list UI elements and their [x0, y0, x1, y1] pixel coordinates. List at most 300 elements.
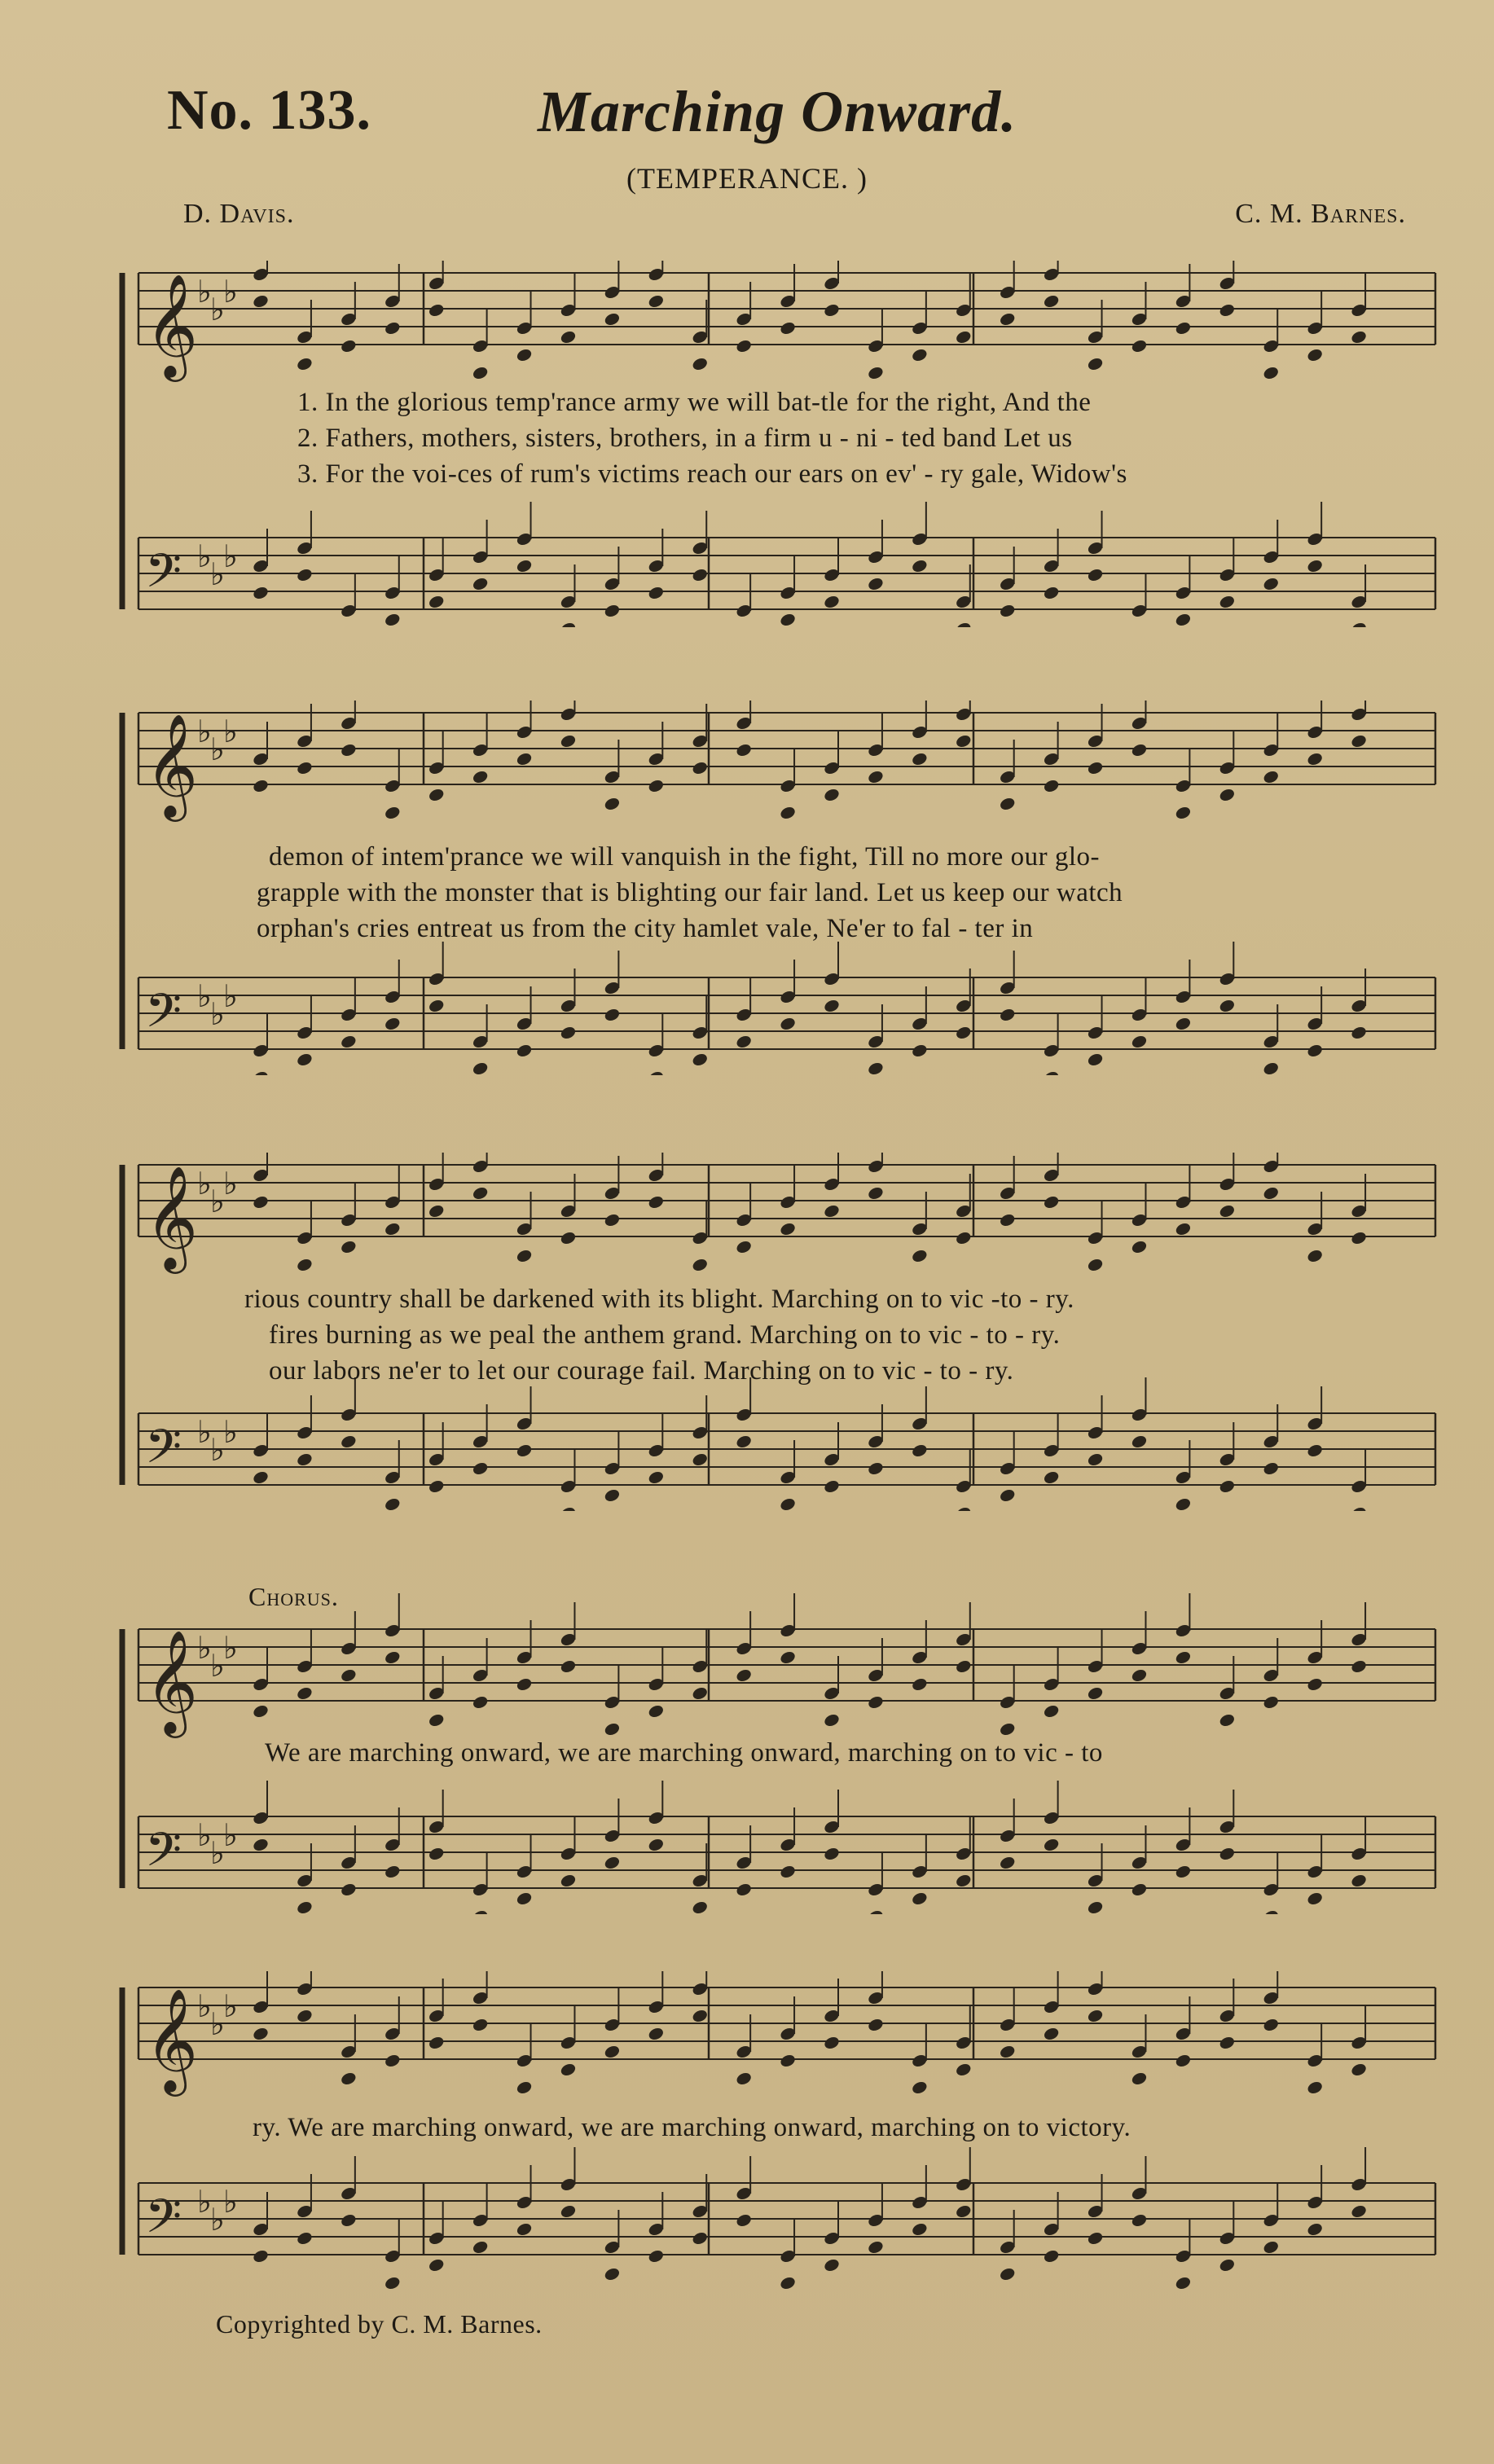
note-head — [1087, 356, 1105, 371]
note-head — [1131, 1034, 1149, 1049]
note-head — [1131, 2071, 1149, 2086]
note-head — [384, 320, 402, 336]
note-head — [472, 365, 490, 380]
note-head — [472, 1061, 490, 1075]
note-head — [955, 1658, 973, 1674]
note-head — [1262, 2017, 1280, 2032]
flat-sign-icon: ♭ — [223, 538, 238, 574]
note-head — [691, 1900, 709, 1914]
flat-sign-icon: ♭ — [223, 1166, 238, 1201]
note-head — [340, 1034, 358, 1049]
note-head — [560, 2062, 578, 2077]
note-head — [1043, 1703, 1061, 1719]
note-head — [296, 1685, 314, 1701]
note-head — [735, 742, 753, 758]
note-head — [691, 1452, 709, 1467]
note-head — [1043, 293, 1061, 309]
treble-clef-icon: 𝄞 — [145, 1165, 199, 1269]
note-head — [1306, 1043, 1324, 1058]
note-head — [428, 1478, 446, 1494]
note-head — [428, 594, 446, 609]
lyric-line-4-1: We are marching onward, we are marching onward, marching on to vic - to — [265, 1738, 1103, 1768]
note-head — [823, 998, 841, 1013]
note-head — [516, 2080, 534, 2095]
music-system-3 — [0, 1153, 1494, 1511]
note-head — [560, 1658, 578, 1674]
note-head — [1087, 1257, 1105, 1272]
note-head — [1174, 612, 1192, 627]
note-head — [560, 621, 578, 627]
note-head — [1043, 1469, 1061, 1485]
note-head — [1350, 1873, 1368, 1888]
note-head — [1350, 2203, 1368, 2219]
bass-clef-icon: 𝄢 — [145, 983, 182, 1050]
note-head — [867, 576, 885, 591]
flat-sign-icon: ♭ — [223, 1630, 238, 1666]
note-head — [603, 311, 621, 327]
copyright-notice: Copyrighted by C. M. Barnes. — [216, 2309, 543, 2339]
note-head — [691, 760, 709, 775]
treble-clef-icon: 𝄞 — [145, 713, 199, 817]
note-head — [560, 1025, 578, 1040]
note-head — [428, 998, 446, 1013]
flat-sign-icon: ♭ — [197, 1414, 212, 1450]
note-head — [1131, 1882, 1149, 1897]
lyric-line-2-3: orphan's cries entreat us from the city hamlet vale, Ne'er to fal - ter in — [257, 914, 1034, 943]
note-head — [1218, 594, 1236, 609]
note-head — [516, 1891, 534, 1906]
note-head — [1174, 2275, 1192, 2291]
flat-sign-icon: ♭ — [210, 292, 225, 327]
note-head — [823, 302, 841, 318]
note-head — [472, 2017, 490, 2032]
note-head — [428, 1846, 446, 1861]
note-head — [428, 302, 446, 318]
note-head — [911, 558, 929, 573]
note-head — [296, 760, 314, 775]
note-head — [1218, 998, 1236, 1013]
flat-sign-icon: ♭ — [210, 1432, 225, 1468]
note-head — [691, 2008, 709, 2023]
note-head — [911, 1043, 929, 1058]
note-head — [1131, 338, 1149, 354]
note-head — [1306, 558, 1324, 573]
note-head — [867, 1460, 885, 1476]
note-head — [516, 1676, 534, 1692]
note-head — [1174, 805, 1192, 820]
note-head — [691, 356, 709, 371]
note-head — [1262, 1185, 1280, 1201]
note-head — [252, 293, 270, 309]
note-head — [252, 778, 270, 793]
flat-sign-icon: ♭ — [197, 1166, 212, 1201]
note-head — [911, 1676, 929, 1692]
note-head — [779, 1496, 797, 1511]
note-head — [867, 1061, 885, 1075]
note-head — [603, 1007, 621, 1022]
note-head — [516, 2221, 534, 2237]
note-head — [1262, 1460, 1280, 1476]
flat-sign-icon: ♭ — [223, 2184, 238, 2220]
flat-sign-icon: ♭ — [197, 274, 212, 310]
note-head — [1043, 778, 1061, 793]
note-head — [691, 2230, 709, 2246]
note-head — [911, 2221, 929, 2237]
note-head — [647, 2248, 665, 2264]
note-head — [735, 2212, 753, 2228]
note-head — [516, 1248, 534, 1263]
note-head — [296, 2008, 314, 2023]
note-head — [252, 2026, 270, 2041]
note-head — [1087, 1052, 1105, 1067]
note-head — [472, 1694, 490, 1710]
lyric-line-1-3: 3. For the voi-ces of rum's victims reach our ears on ev' - ry gale, Widow's — [297, 459, 1127, 489]
note-head — [1262, 1694, 1280, 1710]
note-head — [1174, 1649, 1192, 1665]
note-head — [1043, 2026, 1061, 2041]
note-head — [955, 2062, 973, 2077]
note-head — [735, 1034, 753, 1049]
note-head — [999, 1855, 1017, 1870]
note-head — [779, 1016, 797, 1031]
note-head — [867, 365, 885, 380]
note-head — [1262, 576, 1280, 591]
note-head — [955, 329, 973, 345]
note-head — [647, 2026, 665, 2041]
note-head — [1087, 1685, 1105, 1701]
note-head — [867, 1694, 885, 1710]
note-head — [691, 567, 709, 582]
note-head — [911, 2080, 929, 2095]
note-head — [428, 2035, 446, 2050]
lyric-line-3-1: rious country shall be darkened with its blight. Marching on to vic -to - ry. — [244, 1285, 1074, 1314]
note-head — [999, 2044, 1017, 2059]
note-head — [1306, 751, 1324, 766]
flat-sign-icon: ♭ — [197, 1630, 212, 1666]
note-head — [1043, 585, 1061, 600]
note-head — [340, 1239, 358, 1254]
note-head — [1218, 1478, 1236, 1494]
note-head — [999, 2266, 1017, 2282]
note-head — [340, 2212, 358, 2228]
note-head — [1306, 347, 1324, 362]
note-head — [603, 2044, 621, 2059]
note-head — [472, 2239, 490, 2255]
note-head — [1306, 2221, 1324, 2237]
flat-sign-icon: ♭ — [210, 1184, 225, 1219]
note-head — [428, 1712, 446, 1728]
flat-sign-icon: ♭ — [210, 556, 225, 592]
note-head — [252, 1469, 270, 1485]
note-head — [516, 1043, 534, 1058]
note-head — [735, 1239, 753, 1254]
note-head — [1174, 1864, 1192, 1879]
flat-sign-icon: ♭ — [197, 1817, 212, 1853]
note-head — [516, 558, 534, 573]
hymn-subtitle: (TEMPERANCE. ) — [626, 162, 868, 195]
bass-clef-icon: 𝄢 — [145, 1419, 182, 1486]
flat-sign-icon: ♭ — [210, 996, 225, 1032]
bass-clef-icon: 𝄢 — [145, 543, 182, 610]
note-head — [340, 1667, 358, 1683]
note-head — [472, 1460, 490, 1476]
note-head — [1131, 1667, 1149, 1683]
note-head — [823, 1203, 841, 1219]
composer-credit: C. M. Barnes. — [1235, 199, 1406, 229]
note-head — [823, 2035, 841, 2050]
note-head — [384, 1649, 402, 1665]
note-head — [911, 1248, 929, 1263]
lyric-line-2-1: demon of intem'prance we will vanquish in the fight, Till no more our glo- — [269, 842, 1100, 872]
note-head — [384, 612, 402, 627]
flat-sign-icon: ♭ — [197, 538, 212, 574]
note-head — [296, 356, 314, 371]
flat-sign-icon: ♭ — [210, 2202, 225, 2238]
music-system-5 — [0, 1971, 1494, 2313]
note-head — [911, 1891, 929, 1906]
note-head — [1350, 733, 1368, 749]
flat-sign-icon: ♭ — [210, 1648, 225, 1684]
note-head — [1131, 1239, 1149, 1254]
note-head — [867, 2017, 885, 2032]
note-head — [340, 2071, 358, 2086]
note-head — [603, 796, 621, 811]
music-system-2 — [0, 701, 1494, 1075]
note-head — [1350, 329, 1368, 345]
note-head — [779, 320, 797, 336]
lyric-line-1-1: 1. In the glorious temp'rance army we will bat-tle for the right, And the — [297, 388, 1092, 417]
flat-sign-icon: ♭ — [210, 2006, 225, 2042]
note-head — [384, 1496, 402, 1511]
note-head — [252, 1703, 270, 1719]
flat-sign-icon: ♭ — [223, 1414, 238, 1450]
note-head — [955, 1025, 973, 1040]
note-head — [428, 787, 446, 802]
note-head — [1306, 1891, 1324, 1906]
note-head — [1174, 1221, 1192, 1236]
note-head — [823, 1478, 841, 1494]
note-head — [1262, 769, 1280, 784]
note-head — [384, 1864, 402, 1879]
treble-clef-icon: 𝄞 — [145, 273, 199, 377]
note-head — [779, 1221, 797, 1236]
note-head — [1350, 1230, 1368, 1245]
note-head — [384, 1016, 402, 1031]
note-head — [296, 2230, 314, 2246]
note-head — [955, 733, 973, 749]
note-head — [779, 805, 797, 820]
note-head — [779, 1649, 797, 1665]
note-head — [1087, 567, 1105, 582]
lyric-line-5-1: ry. We are marching onward, we are marching onward, marching on to victory. — [253, 2113, 1131, 2142]
lyric-line-1-2: 2. Fathers, mothers, sisters, brothers, in a firm u - ni - ted band Let us — [297, 424, 1073, 453]
note-head — [647, 293, 665, 309]
note-head — [1218, 2035, 1236, 2050]
note-head — [911, 1443, 929, 1458]
note-head — [1043, 1069, 1061, 1075]
note-head — [779, 1864, 797, 1879]
note-head — [603, 1212, 621, 1228]
flat-sign-icon: ♭ — [223, 1988, 238, 2024]
flat-sign-icon: ♭ — [223, 274, 238, 310]
note-head — [1131, 742, 1149, 758]
note-head — [823, 2257, 841, 2273]
note-head — [779, 2275, 797, 2291]
note-head — [647, 778, 665, 793]
note-head — [296, 567, 314, 582]
note-head — [560, 1230, 578, 1245]
note-head — [647, 585, 665, 600]
note-head — [428, 1203, 446, 1219]
note-head — [867, 1908, 885, 1914]
note-head — [560, 1505, 578, 1511]
note-head — [472, 1908, 490, 1914]
note-head — [1218, 302, 1236, 318]
note-head — [735, 1434, 753, 1449]
note-head — [823, 594, 841, 609]
note-head — [472, 1185, 490, 1201]
note-head — [1087, 760, 1105, 775]
note-head — [647, 1703, 665, 1719]
note-head — [691, 1257, 709, 1272]
note-head — [340, 1434, 358, 1449]
flat-sign-icon: ♭ — [210, 731, 225, 767]
note-head — [691, 1052, 709, 1067]
note-head — [1174, 320, 1192, 336]
note-head — [867, 2239, 885, 2255]
bass-clef-icon: 𝄢 — [145, 2189, 182, 2255]
note-head — [603, 1855, 621, 1870]
note-head — [516, 1443, 534, 1458]
note-head — [1262, 1908, 1280, 1914]
note-head — [252, 585, 270, 600]
flat-sign-icon: ♭ — [223, 1817, 238, 1853]
note-head — [735, 1667, 753, 1683]
note-head — [340, 1882, 358, 1897]
note-head — [911, 751, 929, 766]
note-head — [911, 347, 929, 362]
note-head — [560, 329, 578, 345]
note-head — [1350, 1025, 1368, 1040]
note-head — [1174, 1016, 1192, 1031]
note-head — [1306, 2080, 1324, 2095]
note-head — [691, 1685, 709, 1701]
note-head — [384, 1221, 402, 1236]
treble-clef-icon: 𝄞 — [145, 1987, 199, 2092]
note-head — [1218, 787, 1236, 802]
note-head — [1262, 2239, 1280, 2255]
flat-sign-icon: ♭ — [223, 714, 238, 749]
note-head — [340, 338, 358, 354]
note-head — [1043, 2248, 1061, 2264]
note-head — [779, 612, 797, 627]
note-head — [999, 1007, 1017, 1022]
note-head — [955, 1505, 973, 1511]
chorus-label: Chorus. — [248, 1582, 339, 1611]
note-head — [1218, 2257, 1236, 2273]
note-head — [603, 2266, 621, 2282]
note-head — [560, 1873, 578, 1888]
note-head — [1350, 1658, 1368, 1674]
note-head — [1131, 1434, 1149, 1449]
note-head — [1262, 1061, 1280, 1075]
flat-sign-icon: ♭ — [210, 1835, 225, 1871]
note-head — [428, 2257, 446, 2273]
note-head — [1350, 2062, 1368, 2077]
hymn-title: Marching Onward. — [538, 79, 1017, 144]
note-head — [516, 347, 534, 362]
note-head — [296, 1900, 314, 1914]
note-head — [1350, 621, 1368, 627]
note-head — [1218, 1846, 1236, 1861]
note-head — [603, 1487, 621, 1503]
note-head — [472, 769, 490, 784]
flat-sign-icon: ♭ — [197, 2184, 212, 2220]
flat-sign-icon: ♭ — [223, 978, 238, 1014]
hymn-header — [0, 0, 1494, 229]
note-head — [252, 1194, 270, 1210]
hymn-number: No. 133. — [167, 79, 372, 142]
note-head — [1174, 2053, 1192, 2068]
note-head — [735, 1882, 753, 1897]
note-head — [955, 1873, 973, 1888]
note-head — [560, 733, 578, 749]
flat-sign-icon: ♭ — [197, 978, 212, 1014]
note-head — [603, 603, 621, 618]
note-head — [296, 1257, 314, 1272]
note-head — [867, 1185, 885, 1201]
note-head — [1087, 2008, 1105, 2023]
music-system-4 — [0, 1572, 1494, 1914]
note-head — [384, 805, 402, 820]
note-head — [1262, 365, 1280, 380]
note-head — [779, 2053, 797, 2068]
note-head — [955, 621, 973, 627]
note-head — [252, 1069, 270, 1075]
note-head — [823, 1846, 841, 1861]
note-head — [999, 603, 1017, 618]
note-head — [735, 2071, 753, 2086]
flat-sign-icon: ♭ — [197, 714, 212, 749]
note-head — [252, 2248, 270, 2264]
note-head — [384, 2275, 402, 2291]
lyric-line-3-2: fires burning as we peal the anthem grand. Marching on to vic - to - ry. — [269, 1320, 1061, 1350]
note-head — [955, 1230, 973, 1245]
note-head — [1218, 1203, 1236, 1219]
lyric-line-2-2: grapple with the monster that is blighting our fair land. Let us keep our watch — [257, 878, 1123, 907]
note-head — [735, 338, 753, 354]
note-head — [999, 796, 1017, 811]
note-head — [999, 311, 1017, 327]
note-head — [516, 751, 534, 766]
note-head — [823, 787, 841, 802]
lyric-line-3-3: our labors ne'er to let our courage fail. Marching on to vic - to - ry. — [269, 1356, 1014, 1386]
music-system-1 — [0, 261, 1494, 627]
note-head — [472, 576, 490, 591]
note-head — [1087, 1900, 1105, 1914]
note-head — [999, 1487, 1017, 1503]
note-head — [340, 742, 358, 758]
note-head — [647, 1469, 665, 1485]
note-head — [1043, 1194, 1061, 1210]
note-head — [296, 1052, 314, 1067]
note-head — [560, 2203, 578, 2219]
note-head — [1087, 1452, 1105, 1467]
note-head — [823, 1712, 841, 1728]
note-head — [384, 2053, 402, 2068]
note-head — [1087, 2230, 1105, 2246]
note-head — [1131, 2212, 1149, 2228]
